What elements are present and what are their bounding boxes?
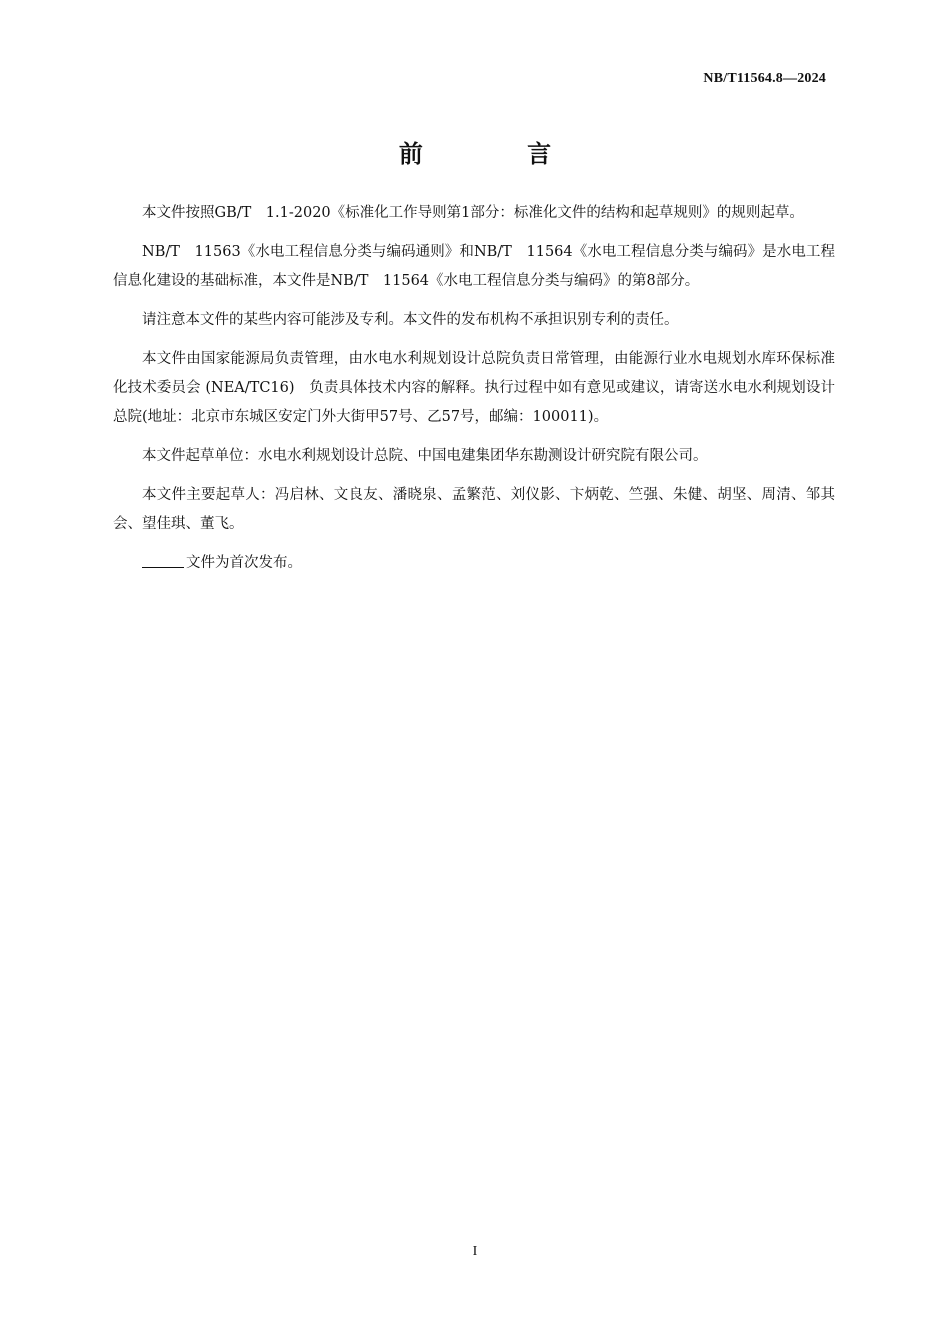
blank-underline [142,553,184,568]
paragraph-release-note [113,549,835,578]
standard-code: NB/T11564.8—2024 [703,71,826,86]
paragraph-management: 本文件由国家能源局负责管理，由水电水利规划设计总院负责日常管理，由能源行业水电规划水库环保标准化技术委员会 (NEA/TC16) 负责具体技术内容的解释。执行过程中如有意见或建议，请寄送水电水利规划设计总院(地址：北京市东城区安定门外大街甲57号、乙57号，邮编：100011)。 [113,351,835,425]
paragraph-series-relation: NB/T 11563《水电工程信息分类与编码通则》和NB/T 11564《水电工程信息分类与编码》是水电工程信息化建设的基础标准，本文件是NB/T 11564《水电工程信息分类与编码》的第8部分。 [113,244,835,289]
paragraph-drafting-units: 本文件起草单位：水电水利规划设计总院、中国电建集团华东勘测设计研究院有限公司。 [142,448,708,464]
paragraph-drafters: 本文件主要起草人：冯启林、文良友、潘晓泉、孟繁范、刘仪影、卞炳乾、竺强、朱健、胡坚、周清、邹其会、望佳琪、董飞。 [113,487,835,532]
paragraph-patent-notice: 请注意本文件的某些内容可能涉及专利。本文件的发布机构不承担识别专利的责任。 [142,312,679,328]
page-title: 前 言 [398,140,600,168]
paragraph-drafting-rules: 本文件按照GB/T 1.1-2020《标准化工作导则第1部分：标准化文件的结构和起草规则》的规则起草。 [142,205,804,221]
preface-body [113,199,835,588]
page-number: I [472,1244,478,1259]
release-note-text: 文件为首次发布。 [186,555,302,571]
